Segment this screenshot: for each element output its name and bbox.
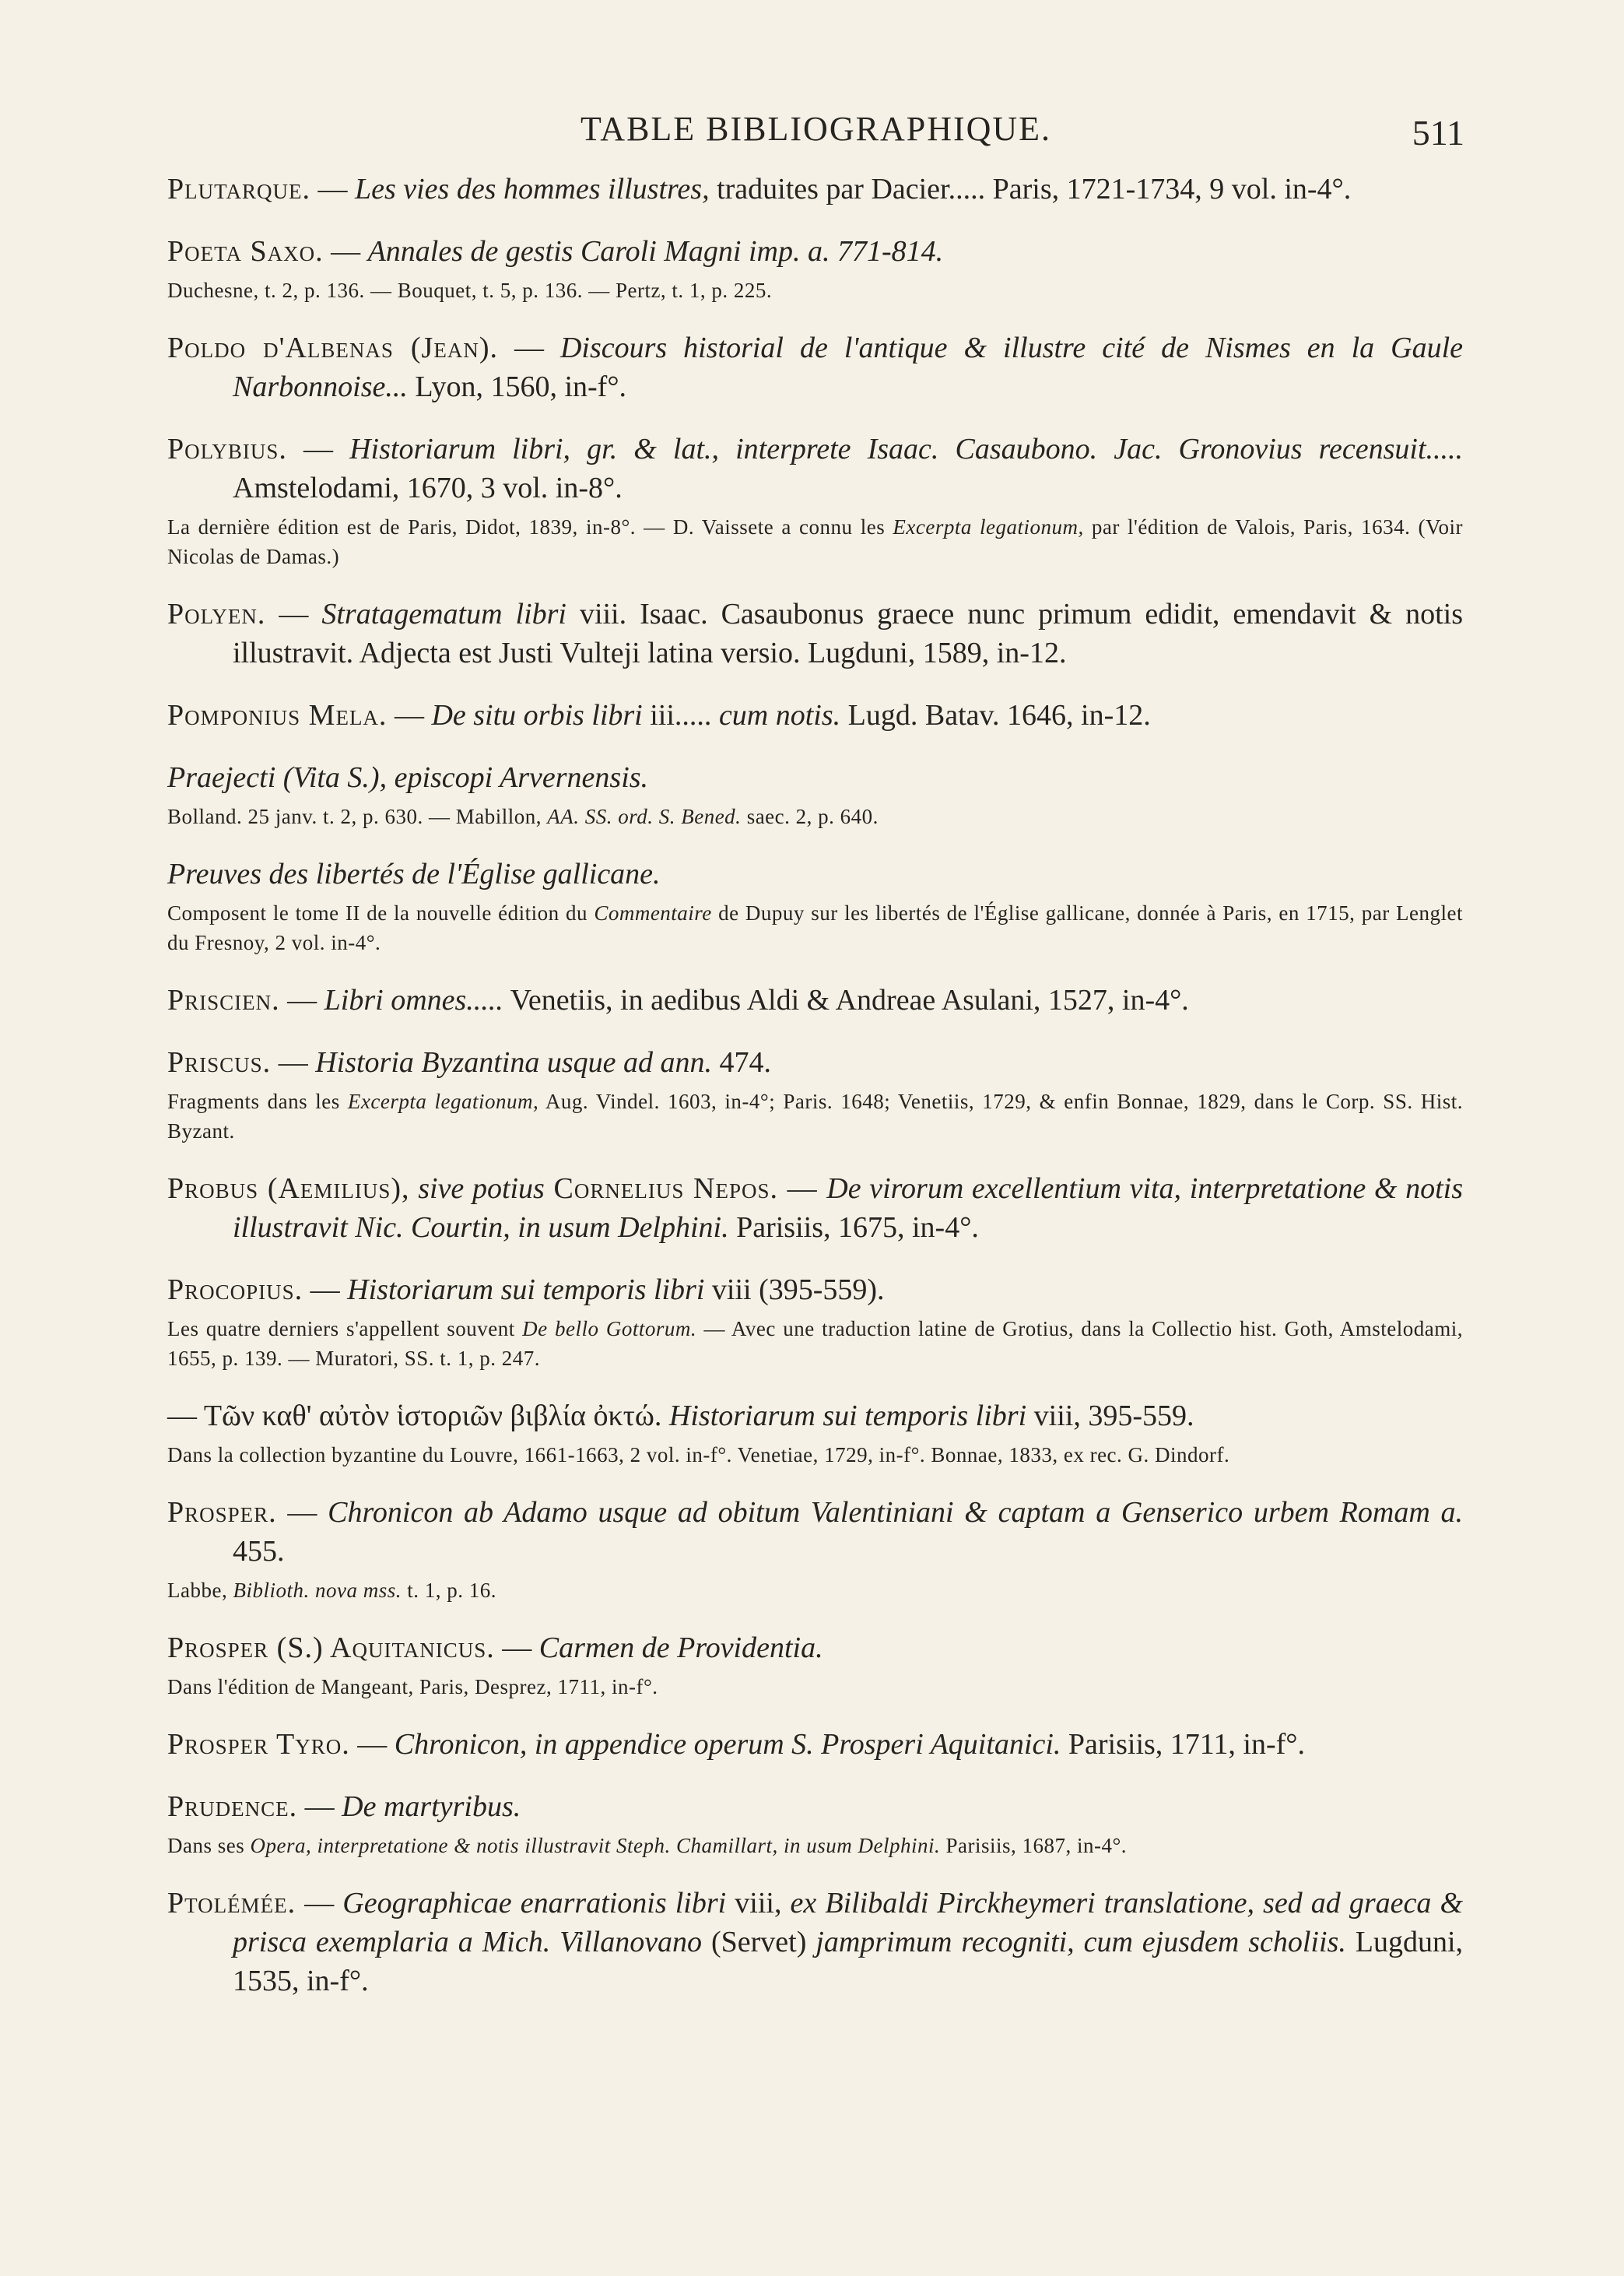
entry-imprint: Amstelodami, 1670, 3 vol. in-8°. bbox=[233, 472, 623, 504]
entry-title: Discours historial de l'antique & illustre cité de Nismes en la Gaule Narbonnoise... bbox=[233, 332, 1464, 403]
note-text: Duchesne, t. 2, p. 136. — Bouquet, t. 5, p. 136. — Pertz, t. 1, p. 225. bbox=[167, 279, 773, 302]
entry-separator: — bbox=[296, 1887, 343, 1919]
note-title: Opera, interpretatione & notis illustravit Steph. Chamillart, in usum Delphini. bbox=[250, 1834, 941, 1857]
entry-title: Historia Byzantina usque ad ann. bbox=[315, 1046, 713, 1079]
bibliography-entry bbox=[167, 1493, 1463, 1605]
note-text: Dans l'édition de Mangeant, Paris, Desprez, 1711, in-f°. bbox=[167, 1675, 658, 1698]
entry-author: Prosper Tyro. bbox=[167, 1728, 350, 1761]
note-text: Dans la collection byzantine du Louvre, 1661-1663, 2 vol. in-f°. Venetiae, 1729, in-f°. Bonnae, 1833, ex rec. G. Dindorf. bbox=[167, 1443, 1230, 1466]
note-text-rest: Parisiis, 1687, in-4°. bbox=[940, 1834, 1128, 1857]
note-text-rest: Aug. Vindel. 1603, in-4°; Paris. 1648; Venetiis, 1729, & enfin Bonnae, 1829, dans le Corp. SS. Hist. Byzant. bbox=[167, 1090, 1463, 1143]
entry-title: Annales de gestis Caroli Magni imp. a. 771-814. bbox=[367, 235, 944, 268]
entry-title: Geographicae enarrationis libri bbox=[342, 1887, 727, 1919]
entry-note bbox=[167, 1575, 1463, 1605]
note-text-rest: saec. 2, p. 640. bbox=[741, 805, 879, 828]
entry-author: Plutarque. bbox=[167, 173, 310, 205]
entry-title: Carmen de Providentia. bbox=[538, 1631, 823, 1664]
entry-imprint: Cornelius Nepos. — bbox=[544, 1172, 827, 1205]
entry-imprint-part-2: Lugd. Batav. 1646, in-12. bbox=[840, 699, 1151, 732]
bibliography-entry bbox=[167, 430, 1463, 571]
entry-title: Preuves des libertés de l'Église gallicane. bbox=[167, 858, 661, 890]
entry-title-part-2: ex Bilibaldi Pirckheymeri translatione, sed ad graeca & prisca exemplaria a Mich. Villanovano bbox=[233, 1887, 1463, 1958]
bibliography-entry bbox=[167, 855, 1463, 957]
entry-imprint: 474. bbox=[712, 1046, 772, 1079]
entry-imprint-part-2: Parisiis, 1675, in-4°. bbox=[728, 1211, 979, 1244]
entry-imprint: viii. Isaac. Casaubonus graece nunc primum edidit, emendavit & notis illustravit. Adjecta est Justi Vulteji latina versio. Lugduni, 1589, in-12. bbox=[233, 598, 1464, 669]
entry-author: Polybius. bbox=[167, 433, 287, 465]
bibliography-entry bbox=[167, 595, 1463, 673]
entry-author: Poeta Saxo. bbox=[167, 235, 324, 268]
note-title: AA. SS. ord. S. Bened. bbox=[547, 805, 742, 828]
entry-separator: — bbox=[387, 699, 432, 732]
entry-separator: — bbox=[349, 1728, 395, 1761]
bibliography-entry bbox=[167, 1628, 1463, 1702]
entry-author: Poldo d'Albenas (Jean). bbox=[167, 332, 498, 364]
entry-separator: — bbox=[497, 332, 560, 364]
entry-note bbox=[167, 802, 1463, 831]
entry-author: Prudence. bbox=[167, 1790, 298, 1823]
entry-imprint: viii (395-559). bbox=[704, 1273, 885, 1306]
note-text-rest: t. 1, p. 16. bbox=[401, 1579, 496, 1602]
entry-separator: — bbox=[303, 1273, 348, 1306]
page-number: 511 bbox=[1412, 113, 1464, 153]
bibliography-entry bbox=[167, 981, 1463, 1020]
entry-imprint: 455. bbox=[233, 1535, 285, 1568]
entry-note bbox=[167, 1831, 1463, 1860]
entry-title-part-3: jamprimum recogniti, cum ejusdem scholiis. bbox=[816, 1926, 1346, 1958]
page-header bbox=[167, 109, 1464, 156]
note-text: Dans ses bbox=[167, 1834, 251, 1857]
bibliography-entry bbox=[167, 232, 1463, 305]
bibliography-entry bbox=[167, 1396, 1463, 1470]
entry-title: Historiarum libri, gr. & lat., interprete Isaac. Casaubono. Jac. Gronovius recensuit..... bbox=[349, 433, 1464, 465]
entry-author: Pomponius Mela. bbox=[167, 699, 388, 732]
entry-author: Prosper (S.) Aquitanicus. bbox=[167, 1631, 495, 1664]
note-text: Composent le tome II de la nouvelle édition du bbox=[167, 901, 595, 925]
entry-title: De martyribus. bbox=[342, 1790, 521, 1823]
note-text-rest: de Dupuy sur les libertés de l'Église gallicane, donnée à Paris, en 1715, par Lenglet du Fresnoy, 2 vol. in-4°. bbox=[167, 901, 1463, 954]
note-text: Les quatre derniers s'appellent souvent bbox=[167, 1317, 523, 1340]
bibliography-list bbox=[167, 170, 1463, 2024]
entry-note bbox=[167, 898, 1463, 957]
entry-note bbox=[167, 1314, 1463, 1373]
entry-author: Polyen. bbox=[167, 598, 266, 630]
entry-title: sive potius bbox=[418, 1172, 545, 1205]
entry-note bbox=[167, 276, 1463, 305]
entry-title-part-2: De virorum excellentium vita, interpretatione & notis illustravit Nic. Courtin, in usum Delphini. bbox=[233, 1172, 1464, 1244]
entry-author: Prosper. bbox=[167, 1496, 277, 1529]
note-title: Biblioth. nova mss. bbox=[233, 1579, 402, 1602]
entry-imprint-part-2: (Servet) bbox=[702, 1926, 816, 1958]
entry-separator: — bbox=[297, 1790, 342, 1823]
entry-imprint: Parisiis, 1711, in-f°. bbox=[1061, 1728, 1305, 1761]
bibliography-entry bbox=[167, 1725, 1463, 1764]
entry-title: Historiarum sui temporis libri bbox=[347, 1273, 705, 1306]
entry-title: Stratagematum libri bbox=[321, 598, 566, 630]
entry-author: Priscien. bbox=[167, 984, 280, 1017]
note-title: Commentaire bbox=[594, 901, 712, 925]
entry-separator: — bbox=[276, 1496, 328, 1529]
bibliography-entry bbox=[167, 1884, 1463, 2000]
entry-separator: — bbox=[271, 1046, 316, 1079]
entry-author: Probus (Aemilius), bbox=[167, 1172, 410, 1205]
entry-title: Libri omnes..... bbox=[324, 984, 503, 1017]
entry-note bbox=[167, 1672, 1463, 1702]
bibliography-entry bbox=[167, 1043, 1463, 1146]
entry-separator: — bbox=[310, 173, 355, 205]
bibliography-entry bbox=[167, 696, 1463, 735]
note-title: Excerpta legationum, bbox=[347, 1090, 539, 1113]
entry-title: De situ orbis libri bbox=[431, 699, 643, 732]
entry-title-part-2: cum notis. bbox=[718, 699, 841, 732]
entry-separator: — bbox=[494, 1631, 539, 1664]
entry-imprint: viii, bbox=[726, 1887, 791, 1919]
entry-imprint: Lyon, 1560, in-f°. bbox=[407, 371, 627, 403]
note-text: Labbe, bbox=[167, 1579, 233, 1602]
entry-title: Chronicon ab Adamo usque ad obitum Valentiniani & captam a Genserico urbem Romam a. bbox=[328, 1496, 1464, 1529]
bibliography-entry bbox=[167, 1270, 1463, 1373]
entry-author: Ptolémée. bbox=[167, 1887, 296, 1919]
entry-dash: — bbox=[167, 1400, 197, 1432]
note-text: Fragments dans les bbox=[167, 1090, 348, 1113]
entry-title: Chronicon, in appendice operum S. Prosperi Aquitanici. bbox=[394, 1728, 1061, 1761]
bibliography-entry bbox=[167, 170, 1463, 209]
entry-separator: — bbox=[323, 235, 368, 268]
entry-separator: — bbox=[265, 598, 322, 630]
bibliography-entry bbox=[167, 1169, 1463, 1247]
entry-separator bbox=[410, 1172, 419, 1205]
entry-note bbox=[167, 1087, 1463, 1146]
entry-imprint: traduites par Dacier..... Paris, 1721-1734, 9 vol. in-4°. bbox=[709, 173, 1352, 205]
note-title: De bello Gottorum. bbox=[522, 1317, 697, 1340]
entry-separator: — bbox=[286, 433, 350, 465]
note-text: Bolland. 25 janv. t. 2, p. 630. — Mabillon, bbox=[167, 805, 548, 828]
entry-imprint: Venetiis, in aedibus Aldi & Andreae Asulani, 1527, in-4°. bbox=[503, 984, 1189, 1017]
running-title: TABLE BIBLIOGRAPHIQUE. bbox=[580, 110, 1052, 148]
entry-greek-title: Τῶν καθ' αὐτὸν ἱστοριῶν βιβλία ὀκτώ. bbox=[197, 1400, 669, 1432]
entry-separator: — bbox=[279, 984, 324, 1017]
entry-title: Historiarum sui temporis libri bbox=[668, 1400, 1027, 1432]
entry-note bbox=[167, 1440, 1463, 1470]
entry-imprint: viii, 395-559. bbox=[1026, 1400, 1194, 1432]
note-text-rest: — Avec une traduction latine de Grotius, dans la Collectio hist. Goth, Amstelodami, 1655, p. 139. — Muratori, SS. t. 1, p. 247. bbox=[167, 1317, 1463, 1370]
bibliography-entry bbox=[167, 328, 1463, 406]
note-title: Excerpta legationum, bbox=[893, 515, 1084, 539]
bibliography-entry bbox=[167, 758, 1463, 831]
entry-title: Les vies des hommes illustres, bbox=[354, 173, 710, 205]
entry-author: Procopius. bbox=[167, 1273, 303, 1306]
entry-imprint-part-3: Lugduni, 1535, in-f°. bbox=[233, 1926, 1463, 1997]
entry-imprint: iii..... bbox=[642, 699, 719, 732]
entry-title: Praejecti (Vita S.), episcopi Arvernensis. bbox=[167, 761, 649, 794]
note-text-rest: par l'édition de Valois, Paris, 1634. (Voir Nicolas de Damas.) bbox=[167, 515, 1463, 568]
note-text: La dernière édition est de Paris, Didot, 1839, in-8°. — D. Vaissete a connu les bbox=[167, 515, 893, 539]
entry-note bbox=[167, 512, 1463, 571]
bibliography-entry bbox=[167, 1787, 1463, 1860]
entry-author: Priscus. bbox=[167, 1046, 272, 1079]
